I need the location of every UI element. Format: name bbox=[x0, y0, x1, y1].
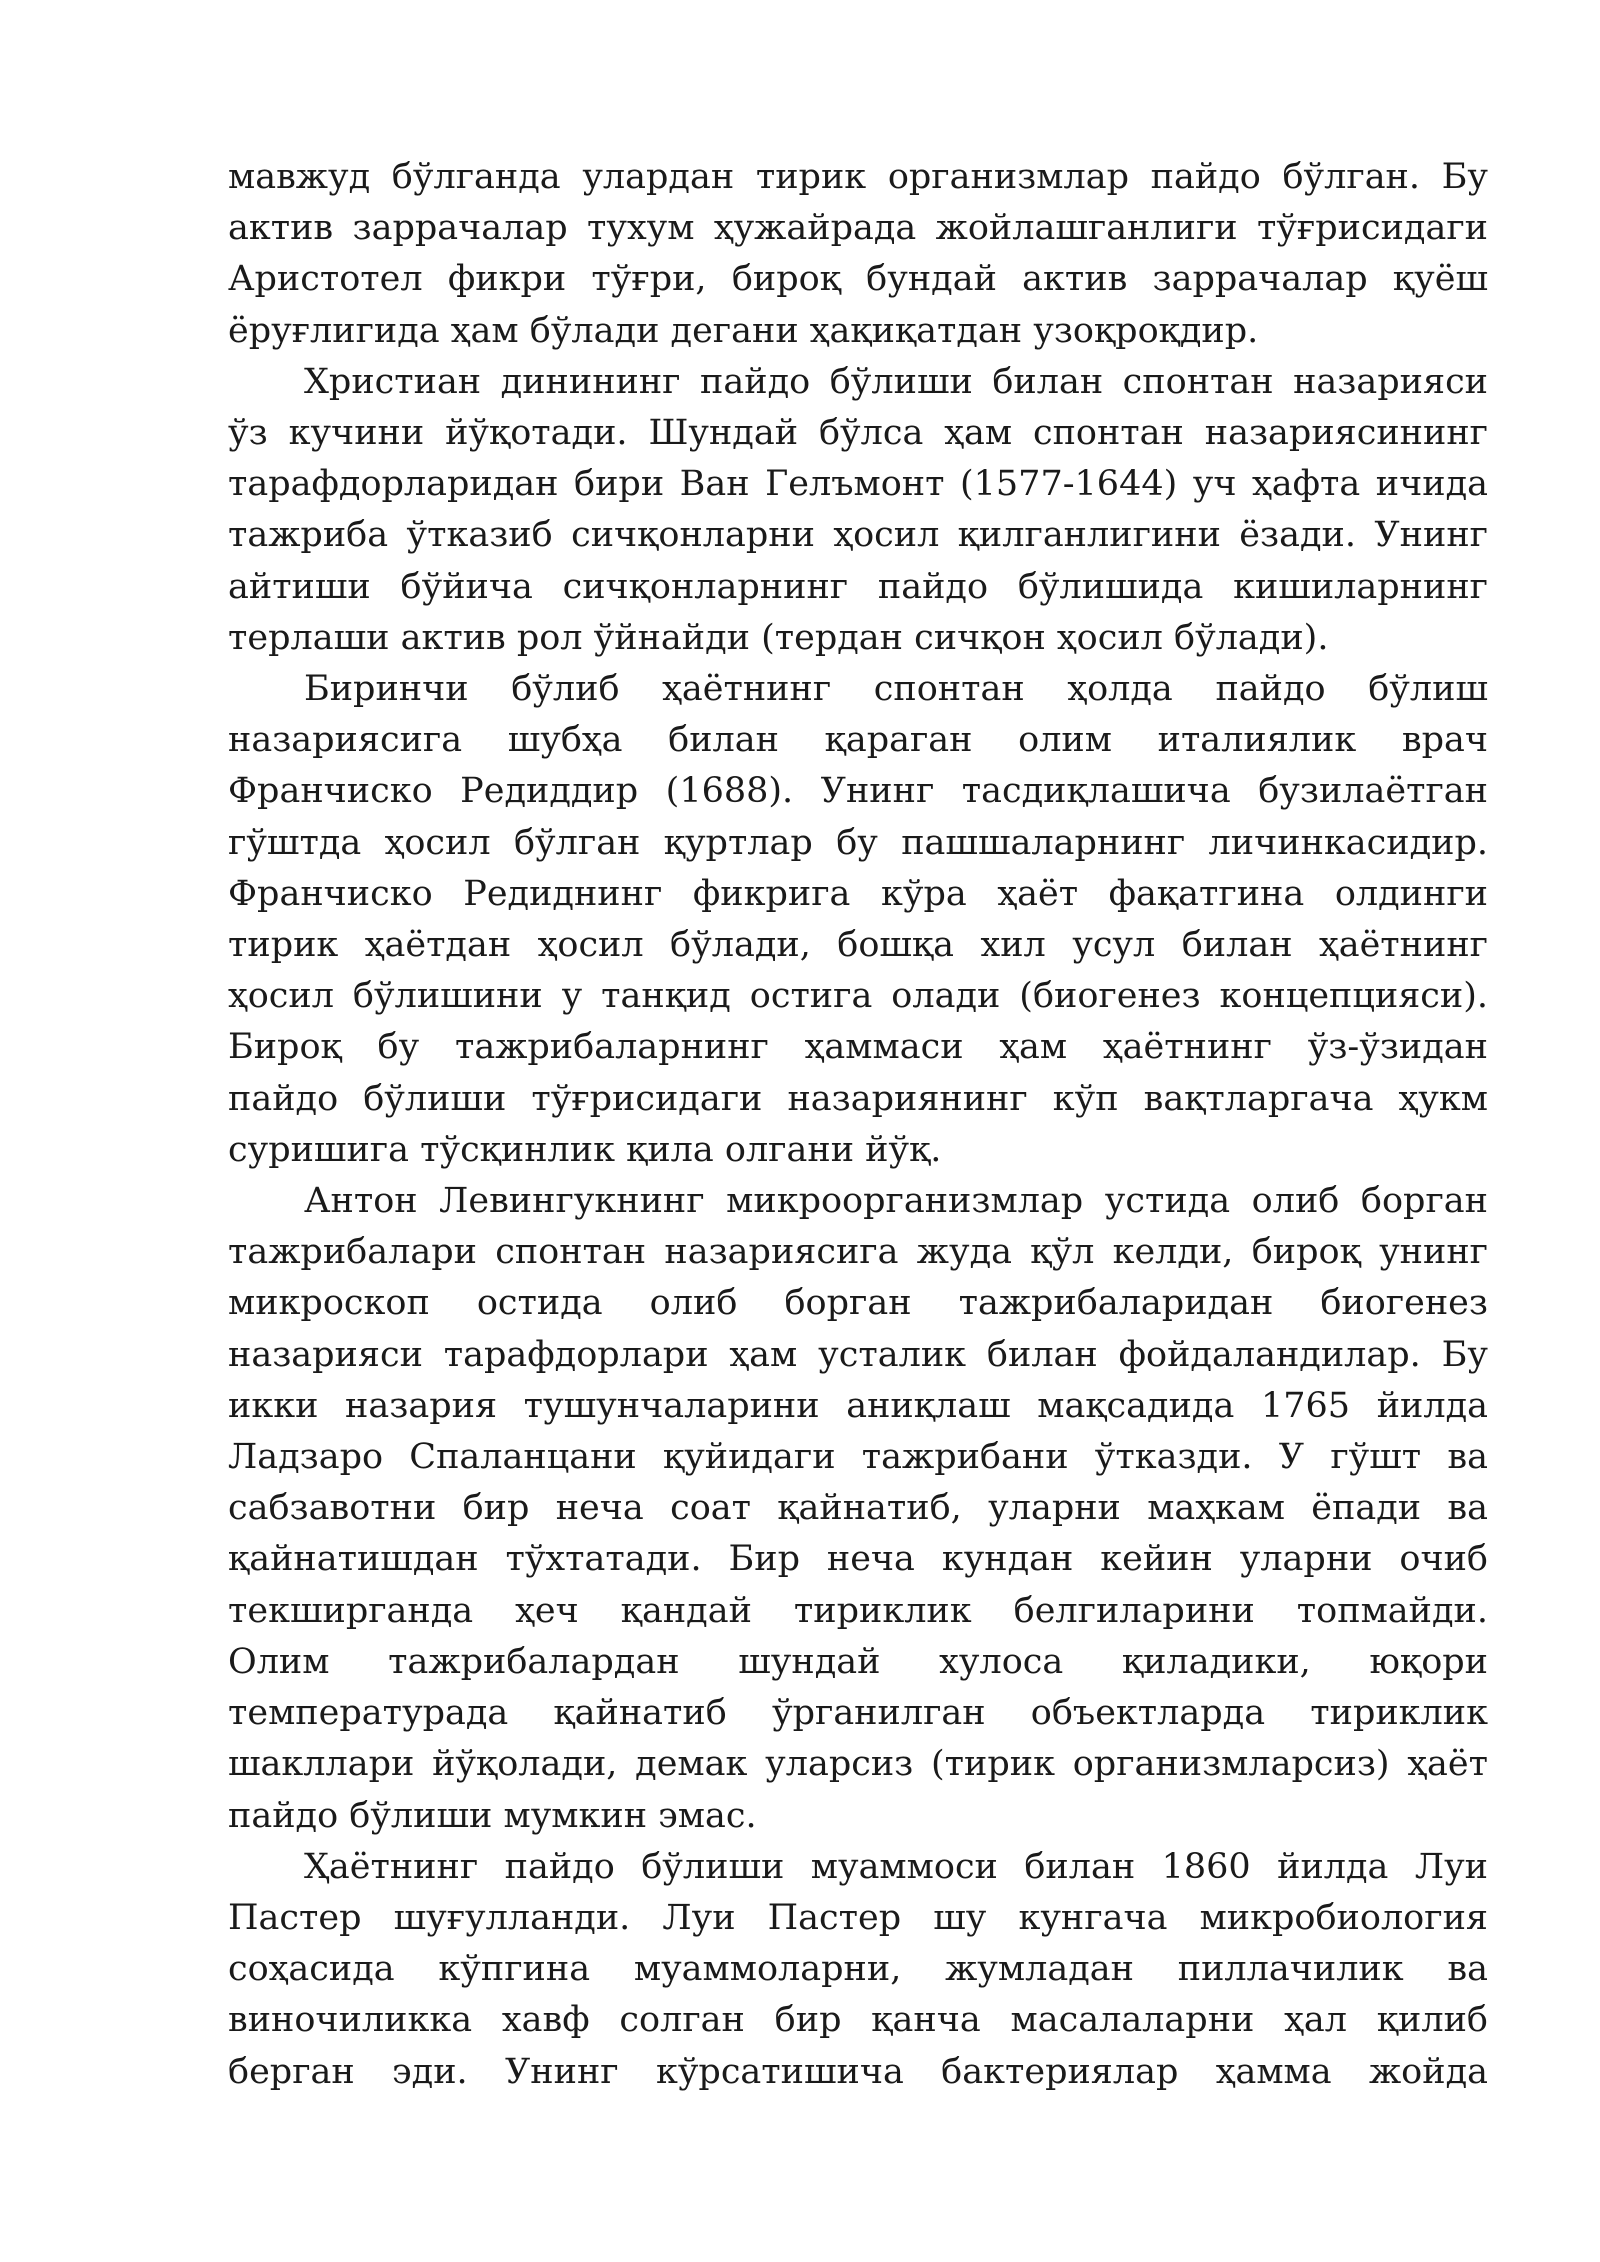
text-line: назариясига шубҳа билан қараган олим италиялик врач bbox=[228, 720, 1488, 761]
text-line: виночиликка хавф солган бир қанча масалаларни ҳал қилиб bbox=[228, 2000, 1488, 2041]
text-line: терлаши актив рол ўйнайди (тердан сичқон ҳосил бўлади). bbox=[228, 617, 1329, 658]
text-line: ёруғлигида ҳам бўлади дегани ҳақиқатдан узоқроқдир. bbox=[228, 310, 1259, 351]
text-line: пайдо бўлиши тўғрисидаги назариянинг кўп вақтларгача ҳукм bbox=[228, 1078, 1488, 1119]
document-page bbox=[228, 152, 1488, 2098]
text-line: микроскоп остида олиб борган тажрибаларидан биогенез bbox=[228, 1283, 1488, 1324]
paragraph bbox=[228, 1842, 1488, 2098]
text-line: текширганда ҳеч қандай тириклик белгиларини топмайди. bbox=[228, 1590, 1488, 1631]
text-line: суришига тўсқинлик қила олгани йўқ. bbox=[228, 1129, 942, 1170]
text-line: Ҳаётнинг пайдо бўлиши муаммоси билан 1860 йилда Луи bbox=[304, 1846, 1488, 1887]
text-line: айтиши бўйича сичқонларнинг пайдо бўлишида кишиларнинг bbox=[228, 566, 1488, 607]
text-line: тажрибалари спонтан назариясига жуда қўл келди, бироқ унинг bbox=[228, 1232, 1488, 1273]
text-line: назарияси тарафдорлари ҳам усталик билан фойдаландилар. Бу bbox=[228, 1334, 1488, 1375]
text-line: актив заррачалар тухум ҳужайрада жойлашганлиги тўғрисидаги bbox=[228, 208, 1488, 249]
text-line: тажриба ўтказиб сичқонларни ҳосил қилганлигини ёзади. Унинг bbox=[228, 515, 1488, 556]
text-line: Бироқ бу тажрибаларнинг ҳаммаси ҳам ҳаётнинг ўз-ўзидан bbox=[228, 1027, 1488, 1068]
text-line: Франчиско Редиддир (1688). Унинг тасдиқлашича бузилаётган bbox=[228, 771, 1488, 812]
text-line: Ладзаро Спаланцани қуйидаги тажрибани ўтказди. У гўшт ва bbox=[228, 1437, 1488, 1478]
paragraph bbox=[228, 1176, 1488, 1842]
text-line: Антон Левингукнинг микроорганизмлар устида олиб борган bbox=[304, 1181, 1488, 1222]
text-line: қайнатишдан тўхтатади. Бир неча кундан кейин уларни очиб bbox=[228, 1539, 1488, 1580]
text-line: мавжуд бўлганда улардан тирик организмлар пайдо бўлган. Бу bbox=[228, 157, 1488, 197]
text-line: Аристотел фикри тўғри, бироқ бундай актив заррачалар қуёш bbox=[228, 259, 1488, 300]
text-line: Биринчи бўлиб ҳаётнинг спонтан ҳолда пайдо бўлиш bbox=[304, 669, 1488, 710]
text-line: тарафдорларидан бири Ван Гелъмонт (1577-1644) уч ҳафта ичида bbox=[228, 464, 1488, 505]
text-line: соҳасида кўпгина муаммоларни, жумладан пиллачилик ва bbox=[228, 1949, 1488, 1990]
text-line: пайдо бўлиши мумкин эмас. bbox=[228, 1795, 757, 1836]
text-line: Олим тажрибалардан шундай хулоса қиладики, юқори bbox=[228, 1641, 1488, 1682]
text-line: Пастер шуғулланди. Луи Пастер шу кунгача микробиология bbox=[228, 1897, 1488, 1938]
text-line: икки назария тушунчаларини аниқлаш мақсадида 1765 йилда bbox=[228, 1385, 1488, 1426]
paragraph bbox=[228, 664, 1488, 1176]
paragraph bbox=[228, 152, 1488, 357]
text-line: ҳосил бўлишини у танқид остига олади (биогенез концепцияси). bbox=[228, 976, 1488, 1017]
text-line: тирик ҳаётдан ҳосил бўлади, бошқа хил усул билан ҳаётнинг bbox=[228, 925, 1488, 966]
text-line: сабзавотни бир неча соат қайнатиб, уларни маҳкам ёпади ва bbox=[228, 1488, 1488, 1529]
text-line: гўштда ҳосил бўлган қуртлар бу пашшаларнинг личинкасидир. bbox=[228, 822, 1488, 863]
text-line: Христиан динининг пайдо бўлиши билан спонтан назарияси bbox=[304, 361, 1488, 402]
text-line: температурада қайнатиб ўрганилган объектларда тириклик bbox=[228, 1693, 1488, 1734]
text-line: ўз кучини йўқотади. Шундай бўлса ҳам спонтан назариясининг bbox=[228, 413, 1488, 454]
text-line: Франчиско Редиднинг фикрига кўра ҳаёт фақатгина олдинги bbox=[228, 873, 1488, 914]
text-line: берган эди. Унинг кўрсатишича бактериялар ҳамма жойда bbox=[228, 2051, 1488, 2092]
paragraph bbox=[228, 357, 1488, 664]
text-line: шакллари йўқолади, демак уларсиз (тирик организмларсиз) ҳаёт bbox=[228, 1744, 1488, 1785]
